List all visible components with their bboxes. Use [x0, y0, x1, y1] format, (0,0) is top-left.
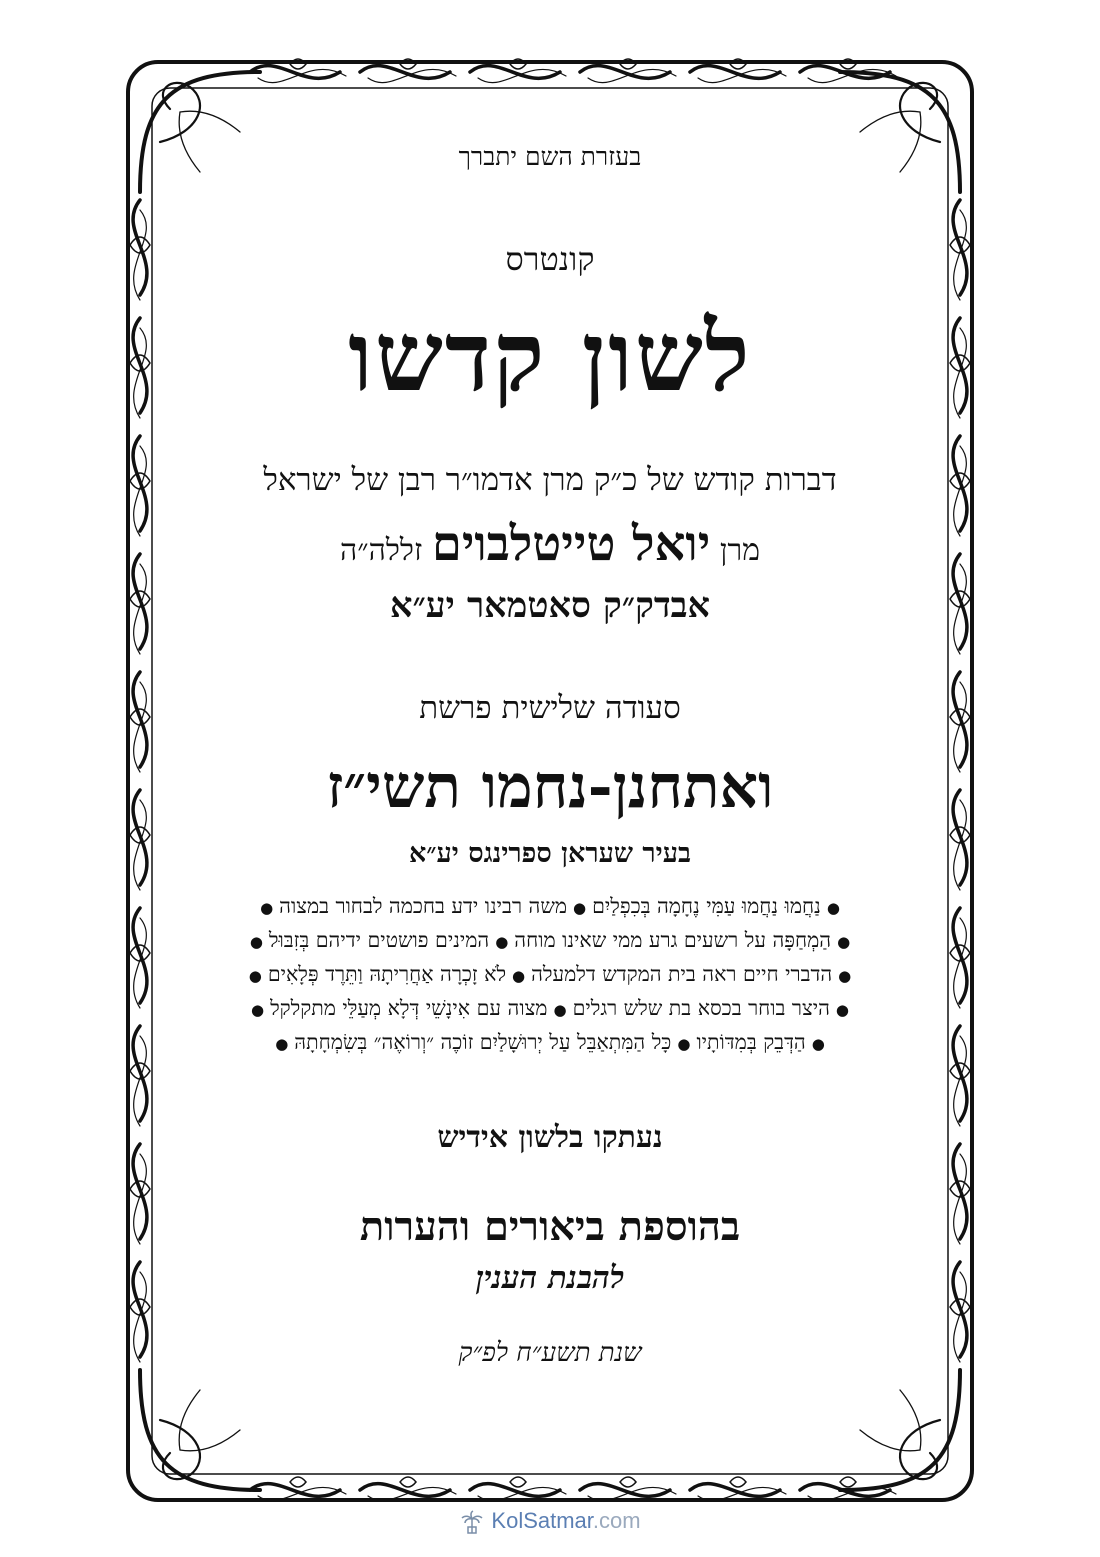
border-flourish: [953, 908, 967, 1003]
border-flourish: [953, 554, 967, 649]
border-flourish: [133, 1026, 147, 1121]
rebbe-prefix: מרן: [719, 533, 761, 568]
year-line: שנת תשע״ח לפ״ק: [458, 1338, 642, 1368]
site-watermark: [0, 1508, 1100, 1535]
bullet: ●: [677, 1035, 691, 1053]
border-flourish: [840, 1370, 960, 1490]
border-flourish: [900, 1390, 921, 1450]
topic-line: [185, 924, 915, 958]
bullet: ●: [553, 1001, 567, 1019]
palm-tree-icon: [459, 1509, 485, 1535]
rebbe-suffix: זללה״ה: [339, 533, 423, 568]
topic-line: [185, 1026, 915, 1060]
bullet: ●: [835, 1001, 849, 1019]
border-flourish: [953, 1026, 967, 1121]
parsha-title: ואתחנן-נחמו תשי״ז: [326, 752, 774, 822]
main-title: לשון קדשו: [348, 300, 752, 413]
site-name: KolSatmar: [491, 1508, 593, 1533]
bullet: ●: [811, 1035, 825, 1053]
bullet: ●: [260, 899, 274, 917]
border-flourish: [133, 1144, 147, 1239]
border-flourish: [133, 1262, 147, 1357]
topic-item: המינים פושטים ידיהם בְּזִבּוּל: [268, 928, 490, 952]
border-flourish: [953, 200, 967, 295]
topics-list: [185, 890, 915, 1060]
border-flourish: [133, 790, 147, 885]
bullet: ●: [512, 967, 526, 985]
border-flourish: [133, 318, 147, 413]
town-line: אבדק״ק סאטמאר יע״א: [390, 585, 710, 626]
topic-item: הדברי חיים ראה בית המקדש דלמעלה: [531, 962, 833, 986]
bullet: ●: [826, 899, 840, 917]
border-flourish: [133, 436, 147, 531]
bullet: ●: [248, 967, 262, 985]
bullet: ●: [249, 933, 263, 951]
topic-item: משה רבינו ידע בחכמה לבחור במצוה: [279, 894, 567, 918]
topic-item: נַחֲמוּ נַחֲמוּ עַמִּי נֶחָמָה בְּכִפְלַיִם: [592, 894, 821, 918]
border-flourish: [140, 1370, 260, 1490]
border-flourish: [730, 1477, 746, 1487]
topic-line: [185, 890, 915, 924]
bullet: ●: [572, 899, 587, 917]
border-flourish: [133, 672, 147, 767]
bullet: ●: [250, 1001, 265, 1019]
border-flourish: [133, 908, 147, 1003]
border-flourish: [953, 1262, 967, 1357]
bullet: ●: [275, 1035, 289, 1053]
occasion-line: סעודה שלישית פרשת: [419, 690, 681, 726]
topic-item: לֹא זָכְרָה אַחֲרִיתָהּ וַתֵּרֶד פְּלָאִים: [267, 962, 507, 986]
topic-line: [185, 958, 915, 992]
topic-item: כָּל הַמִּתְאַבֵּל עַל יְרוּשָׁלַיִם זוֹכֶה ״וְרוֹאֶה״ בְּשִׂמְחָתָהּ: [294, 1030, 672, 1054]
bullet: ●: [495, 933, 509, 951]
border-flourish: [510, 1477, 526, 1487]
border-flourish: [953, 436, 967, 531]
border-flourish: [620, 1477, 636, 1487]
border-flourish: [179, 1390, 200, 1450]
subtitle-line: דברות קודש של כ״ק מרן אדמו״ר רבן של ישראל: [263, 462, 837, 498]
border-flourish: [953, 318, 967, 413]
additions-line: בהוספת ביאורים והערות: [359, 1203, 741, 1250]
topic-item: היצר בוחר בכסא בת שלש רגלים: [572, 996, 830, 1020]
bullet: ●: [837, 933, 851, 951]
understanding-line: להבנת הענין: [475, 1260, 625, 1296]
blessing-line: בעזרת השם יתברך: [458, 142, 642, 171]
border-flourish: [133, 554, 147, 649]
border-flourish: [133, 200, 147, 295]
rebbe-name-line: [190, 516, 910, 572]
border-flourish: [840, 72, 960, 192]
topic-item: הַמְחַפָּה על רשעים גרע ממי שאינו מוחה: [514, 928, 832, 952]
kuntres-label: קונטרס: [505, 240, 595, 278]
topic-item: מצוה עם אִינָשֵׁי דְּלָא מְעַלֵּי מתקלקל: [270, 996, 548, 1020]
site-tld: .com: [592, 1508, 641, 1533]
border-flourish: [290, 1477, 306, 1487]
location-line: בעיר שעראן ספרינגס יע״א: [408, 838, 692, 869]
border-flourish: [840, 1477, 856, 1487]
border-flourish: [400, 1477, 416, 1487]
topic-item: הַדְּבֵק בְּמִדּוֹתָיו: [696, 1030, 806, 1054]
border-flourish: [140, 72, 260, 192]
translated-note: נעתקו בלשון אידיש: [437, 1120, 663, 1155]
border-flourish: [953, 790, 967, 885]
border-flourish: [953, 672, 967, 767]
rebbe-name: יואל טייטלבוים: [431, 516, 711, 572]
bullet: ●: [838, 967, 852, 985]
topic-line: [185, 992, 915, 1026]
border-flourish: [953, 1144, 967, 1239]
